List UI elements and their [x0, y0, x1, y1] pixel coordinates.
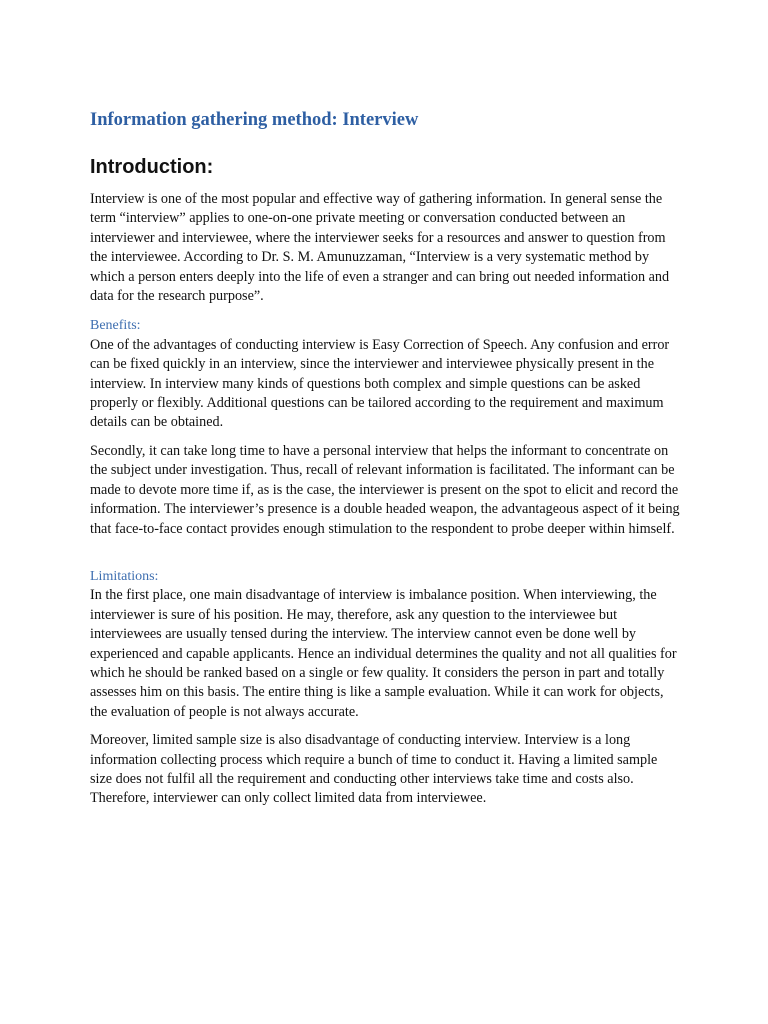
limitations-paragraph-1: In the first place, one main disadvantage of interview is imbalance position. When interviewing, the interviewer is sure of his position. He may, therefore, ask any question to the interviewee but interviewees are usually tensed during the interview. The interview cannot even be done well by experienced and capable applicants. Hence an individual determines the quality and not all qualities for which he should be ranked based on a single or few quality. It considers the person in part and totally assesses him on this basis. The entire thing is like a sample evaluation. While it can work for objects, the evaluation of people is not always accurate.	[90, 587, 677, 720]
limitations-paragraph-2: Moreover, limited sample size is also disadvantage of conducting interview. Interview is a long information collecting process which require a bunch of time to conduct it. Having a limited sample size does not fulfil all the requirement and conducting other interviews take time and costs also. Therefore, interviewer can only collect limited data from interviewee.	[90, 732, 658, 807]
limitations-heading: Limitations:	[90, 568, 159, 584]
document-page	[90, 108, 682, 818]
benefits-paragraph-1: One of the advantages of conducting interview is Easy Correction of Speech. Any confusion and error can be fixed quickly in an interview, since the interviewer and interviewee physically present in the interview. In interview many kinds of questions both complex and simple questions can be asked properly or flexibly. Additional questions can be tailored according to the requirement and maximum details can be obtained.	[90, 336, 670, 431]
benefits-paragraph-2: Secondly, it can take long time to have a personal interview that helps the informant to concentrate on the subject under investigation. Thus, recall of relevant information is facilitated. The informant can be made to devote more time if, as is the case, the interviewer is present on the spot to elicit and record the information. The interviewer’s presence is a double headed weapon, the advantageous aspect of it being that face-to-face contact provides enough stimulation to the respondent to probe deeper within himself.	[90, 442, 680, 537]
introduction-paragraph: Interview is one of the most popular and effective way of gathering information. In general sense the term “interview” applies to one-on-one private meeting or conversation conducted between an interviewer and interviewee, where the interviewer seeks for a resources and answer to question from the interviewee. According to Dr. S. M. Amunuzzaman, “Interview is a very systematic method by which a person enters deeply into the life of even a stranger and can bring out needed information and data for the research purpose”.	[90, 191, 670, 305]
document-title	[90, 108, 682, 132]
title-prefix: Information gathering method:	[90, 110, 343, 130]
benefits-heading: Benefits:	[90, 318, 141, 334]
introduction-heading: Introduction:	[90, 156, 214, 178]
title-emphasis: Interview	[342, 110, 419, 130]
